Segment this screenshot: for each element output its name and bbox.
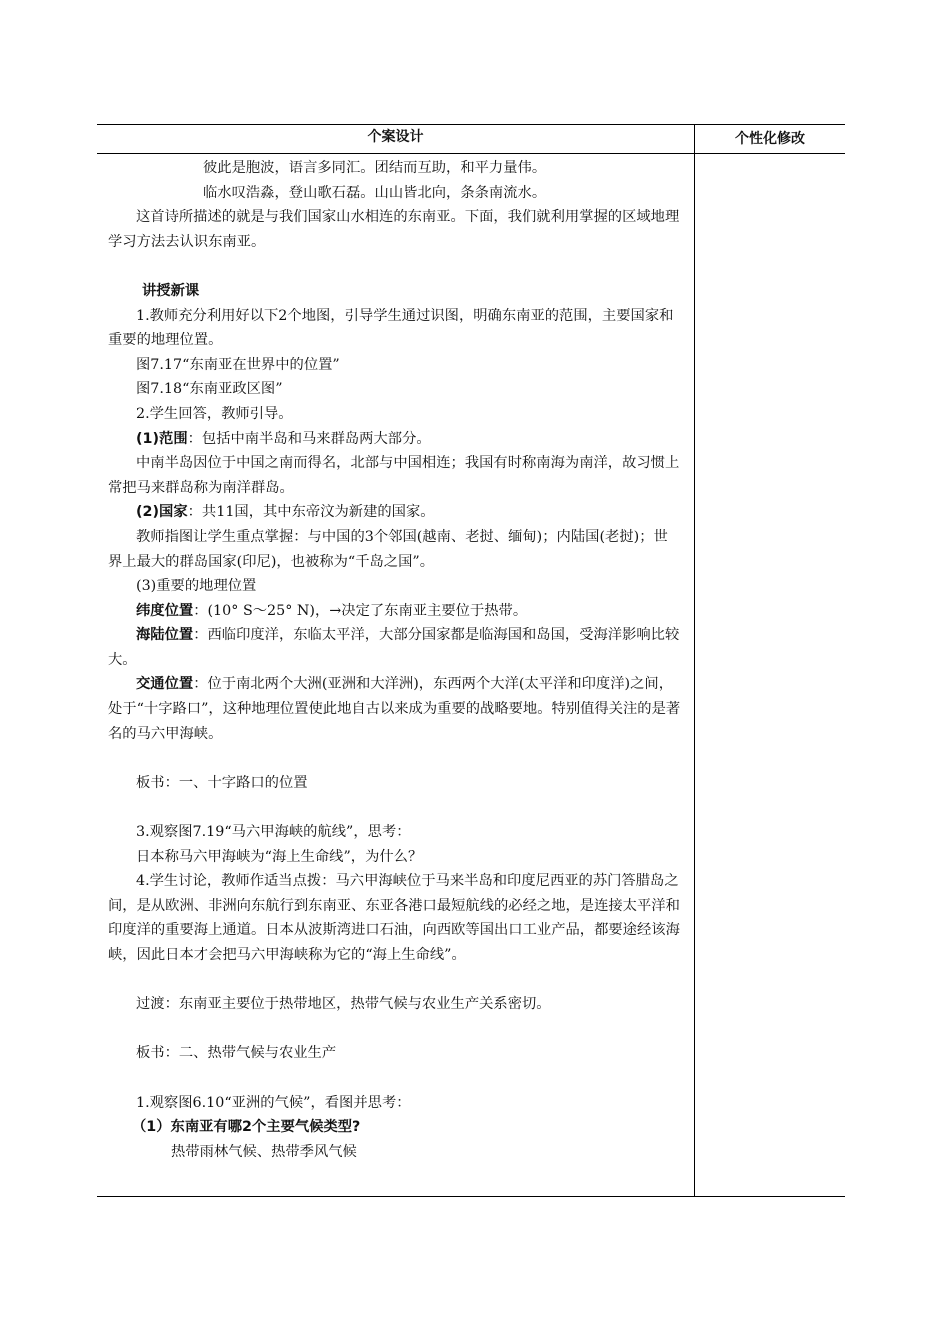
poem-line-2: 临水叹浩淼，登山歌石磊。山山皆北向，条条南流水。	[203, 184, 547, 201]
location-title: (3)重要的地理位置	[136, 578, 257, 595]
traffic-text: ：位于南北两个大洲(亚洲和大洋洲)，东西两个大洋(太平洋和印度洋)之间，处于“十字路口”，这种地理位置使此地自古以来成为重要的战略要地。特别值得关注的是著名的马六甲海峡。	[108, 676, 681, 742]
traffic-label: 交通位置	[136, 676, 194, 693]
personal-revision-cell	[695, 154, 846, 1197]
transition: 过渡：东南亚主要位于热带地区，热带气候与农业生产关系密切。	[136, 996, 551, 1013]
spacer	[108, 968, 682, 993]
question-1: 日本称马六甲海峡为“海上生命线”，为什么？	[136, 848, 423, 865]
column-header-personal-revision: 个性化修改	[695, 125, 846, 154]
section-heading-new-lesson: 讲授新课	[142, 282, 200, 299]
board-note-2: 板书：二、热带气候与农业生产	[136, 1045, 337, 1062]
step-4: 4.学生讨论，教师作适当点拨：马六甲海峡位于马来半岛和印度尼西亚的苏门答腊岛之间，是从欧洲、非洲向东航行到东南亚、东亚各港口最短航线的必经之地，是连接太平洋和印度洋的重要海上通道。日本从波斯湾进口石油，向西欧等国出口工业产品，都要途经该海峡，因此日本才会把马六甲海峡称为它的“海上生命线”。	[108, 873, 680, 963]
country-text: ：共11国，其中东帝汶为新建的国家。	[187, 504, 435, 521]
intro-paragraph: 这首诗所描述的就是与我们国家山水相连的东南亚。下面，我们就利用掌握的区域地理学习方法去认识东南亚。	[108, 209, 680, 250]
case-design-cell	[97, 154, 695, 1197]
traffic-line	[108, 672, 682, 746]
figure-7-18: 图7.18“东南亚政区图”	[136, 381, 283, 398]
spacer	[108, 1017, 682, 1042]
figure-7-17: 图7.17“东南亚在世界中的位置”	[136, 356, 340, 373]
board-note-1: 板书：一、十字路口的位置	[136, 774, 308, 791]
step-1: 1.教师充分利用好以下2个地图，引导学生通过识图，明确东南亚的范围，主要国家和重要的地理位置。	[108, 307, 674, 349]
step-2: 2.学生回答，教师引导。	[136, 405, 293, 422]
latitude-line	[108, 599, 682, 624]
spacer	[108, 746, 682, 771]
climate-answer: 热带雨林气候、热带季风气候	[171, 1143, 357, 1160]
country-label: (2)国家	[136, 504, 188, 521]
spacer	[108, 254, 682, 279]
poem-line-1: 彼此是胞波，语言多同汇。团结而互助，和平力量伟。	[203, 160, 547, 176]
spacer	[108, 795, 682, 820]
latitude-text: ：(10° S～25° N)，→决定了东南亚主要位于热带。	[193, 602, 528, 619]
sea-land-line	[108, 623, 682, 672]
range-text: ：包括中南半岛和马来群岛两大部分。	[187, 430, 431, 447]
range-detail: 中南半岛因位于中国之南而得名，北部与中国相连；我国有时称南海为南洋，故习惯上常把马来群岛称为南洋群岛。	[108, 455, 680, 496]
range-label: (1)范围	[136, 430, 188, 447]
step-3: 3.观察图7.19“马六甲海峡的航线”，思考：	[136, 824, 411, 841]
sea-land-text: ：西临印度洋，东临太平洋，大部分国家都是临海国和岛国，受海洋影响比较大。	[108, 627, 680, 668]
country-line	[108, 500, 682, 525]
observe-figure-6-10: 1.观察图6.10“亚洲的气候”，看图并思考：	[136, 1094, 411, 1111]
climate-question: （1）东南亚有哪2个主要气候类型?	[132, 1119, 361, 1136]
latitude-label: 纬度位置	[136, 602, 194, 619]
country-detail: 教师指图让学生重点掌握：与中国的3个邻国(越南、老挝、缅甸)；内陆国(老挝)；世界上最大的群岛国家(印尼)，也被称为“千岛之国”。	[108, 528, 668, 570]
lesson-plan-table	[97, 124, 845, 1197]
sea-land-label: 海陆位置	[136, 627, 194, 644]
column-header-case-design: 个案设计	[97, 125, 695, 154]
spacer	[108, 1066, 682, 1091]
case-design-content	[97, 154, 694, 1164]
range-line	[108, 427, 682, 452]
